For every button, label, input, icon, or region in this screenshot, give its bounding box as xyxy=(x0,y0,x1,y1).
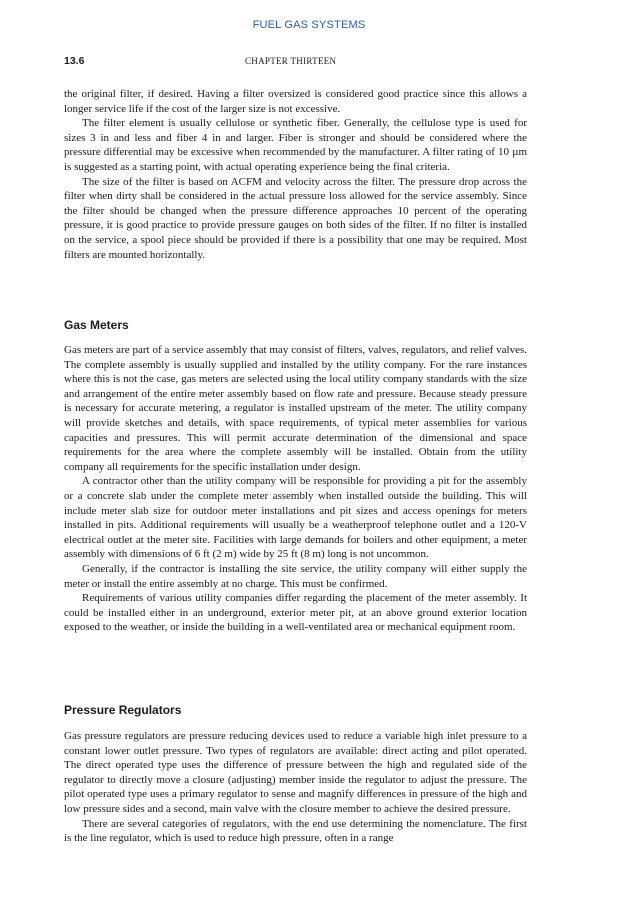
gas-meters-text-block xyxy=(64,343,527,635)
paragraph: Gas meters are part of a service assembly that may consist of filters, valves, regulators, and relief valves. The complete assembly is usually supplied and installed by the utility company. For the rare instances where this is not the case, gas meters are selected using the local utility company standards with the size and arrangement of the entire meter assembly based on flow rate and pressure. Because steady pressure is necessary for accurate metering, a regulator is installed upstream of the meter. The utility company will provide sketches and details, with space requirements, of typical meter assemblies for various capacities and pressures. This will permit accurate determination of the dimensional and space requirements for the area where the complete assembly will be installed. Obtain from the utility company all requirements for the specific installation under design. xyxy=(64,344,527,473)
intro-text-block xyxy=(64,87,527,262)
pressure-regulators-text-block xyxy=(64,729,527,846)
chapter-title: CHAPTER THIRTEEN xyxy=(245,56,337,66)
paragraph: Generally, if the contractor is installing the site service, the utility company will either supply the meter or install the entire assembly at no charge. This must be confirmed. xyxy=(64,562,527,590)
section-heading-pressure-regulators: Pressure Regulators xyxy=(64,703,182,717)
paragraph: The size of the filter is based on ACFM and velocity across the filter. The pressure drop across the filter when dirty shall be considered in the actual pressure loss allowed for the service assembly. Since the filter should be changed when the pressure difference approaches 10 percent of the operating pressure, it is good practice to provide pressure gauges on both sides of the filter. If no filter is installed on the service, a spool piece should be provided if there is a possibility that one may be required. Most filters are mounted horizontally. xyxy=(64,175,527,261)
paragraph: Requirements of various utility companies differ regarding the placement of the meter assembly. It could be installed either in an underground, exterior meter pit, at an above ground exterior location exposed to the weather, or inside the building in a well-ventilated area or mechanical equipment room. xyxy=(64,592,527,634)
paragraph: The filter element is usually cellulose or synthetic fiber. Generally, the cellulose type is used for sizes 3 in and less and fiber 4 in and larger. Fiber is stronger and should be considered where the pressure differential may be excessive when recommended by the manufacturer. A filter rating of 10 µm is suggested as a starting point, with actual operating experience being the final criteria. xyxy=(64,117,527,173)
paragraph: There are several categories of regulators, with the end use determining the nomenclature. The first is the line regulator, which is used to reduce high pressure, often in a range xyxy=(64,817,527,845)
section-heading-gas-meters: Gas Meters xyxy=(64,318,129,332)
paragraph: Gas pressure regulators are pressure reducing devices used to reduce a variable high inlet pressure to a constant lower outlet pressure. Two types of regulators are available: direct acting and pilot operated. The direct operated type uses the difference of pressure between the high and regulated side of the regulator to directly move a closure (adjusting) member inside the regulator to adjust the pressure. The pilot operated type uses a primary regulator to sense and magnify differences in pressure of the high and low pressure sides and a second, main valve with the closure member to achieve the desired pressure. xyxy=(64,730,527,815)
page-number: 13.6 xyxy=(64,55,85,67)
paragraph: the original filter, if desired. Having a filter oversized is considered good practice since this allows a longer service life if the cost of the larger size is not excessive. xyxy=(64,88,527,115)
running-head: FUEL GAS SYSTEMS xyxy=(252,19,366,31)
paragraph: A contractor other than the utility company will be responsible for providing a pit for the assembly or a concrete slab under the complete meter assembly when installed outside the building. This will include meter slab size for outdoor meter installations and pit sizes and access openings for meters installed in pits. Additional requirements will usually be a weatherproof telephone outlet and a 120-V electrical outlet at the meter site. Facilities with large demands for boilers and other equipment, a meter assembly with dimensions of 6 ft (2 m) wide by 25 ft (8 m) long is not uncommon. xyxy=(64,475,527,561)
